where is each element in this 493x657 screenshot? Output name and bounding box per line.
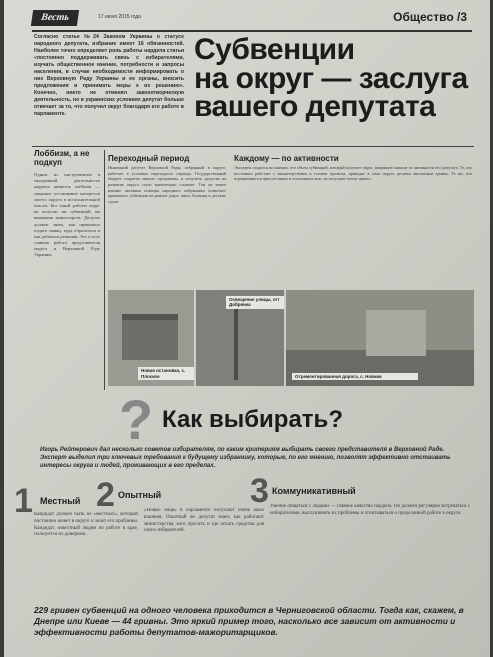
column-2-title: Переходный период [108,154,190,163]
column-2-text: Нынешний депутат Верховной Рады, избранный в округе, работает в условиях переходного периода. Государственный бюджет сократил многие программы, и получить средства на развитие округа стало значительно сложнее. Тем не менее именно активная позиция народного избранника позволяет привлекать субвенции на ремонт дорог, школ, больниц и детских садов. [108,165,226,205]
header-rule [32,30,472,32]
column-3-title: Каждому — по активности [234,154,339,163]
photo-bus-stop [108,290,194,386]
intro-paragraph: Согласно статье №24 Законом Украины о статусе народного депутата, избрание имеет 16 обязанностей. Наиболее точно определяет роль работы нардепа статья «постоянно поддерживать связь с избирателями, изучать общественное мнение, потребности и запросы населения, в случае необходимости информировать о них Верховную Раду Украины и ее органы, вносить предложения и принимать меры к их решению». Конечно, никто не отменял законотворческую деятельность, но в украинских условиях депутат больше отвечает за то, что получил округ благодаря его работе в парламенте. [34,34,184,118]
divider [32,146,474,147]
section-2-title: Как выбирать? [162,406,343,433]
photo-1-caption: Новая остановка, с. Плоское [138,367,194,380]
column-1-title: Лоббизм, а не подкуп [34,149,90,167]
item-1-title: Местный [40,496,81,506]
item-1-number: 1 [14,482,33,520]
pole-shape [234,300,238,380]
photo-2-caption: Освещение улицы, пгт Добрянка [226,296,284,309]
column-3-text: Эксперты сходятся во мнении, что объем субвенций, который получает округ, напрямую зависит от активности его депутата. Те, кто постоянно работает с министерствами и готовит проекты, приводят в свои округа десятки миллионов гривен. Те же, кто ограничивается присутствием в сессионном зале, не получают почти ничего. [234,165,472,182]
photo-3-caption: Отремонтированная дорога, с. Новики [292,373,418,380]
item-2-text: «Новые лица» в парламенте получают очень мало влияния. Опытный же депутат знает, как работают министерства, кого просить и где искать средства для своих избирателей. [144,508,264,534]
headline-line-3: вашего депутата [194,90,436,123]
section-label: Общество /3 [393,10,467,24]
bus-stop-shape [122,314,178,360]
item-2-number: 2 [96,476,115,514]
column-divider [104,150,105,390]
headline-line-1: Субвенции [194,33,355,66]
item-3-title: Коммуникативный [272,486,356,496]
question-mark-icon: ? [118,388,154,451]
item-1-text: Кандидат должен быть из «местных», который постоянно живет в округе и знает его проблемы. Кандидат, известный людям по работе в крае, пользуется их доверием. [34,512,138,538]
newspaper-logo: Весть [31,10,79,26]
section-2-lead: Игорь Рейтерович дал несколько советов избирателям, по каким критериям выбирать своего представителя в Верховной Раде. Эксперт выделил три ключевых требования к будущему избраннику, которые, по его мнению, позволят эффективно отстаивать интересы округа и людей, проживающих в его пределах. [40,447,451,470]
column-1-text: Одним из инструментов в ежедневной деятельности нардепа является лоббизм — законное отстаивание интересов своего округа в исполнительной власти. Без такой работы округ не получит ни субвенций, ни внимания министерств. Депутат должен знать, как правильно подать заявку, куда обратиться и как добиться решения. Это и есть главная работа представителя округа в Верховной Раде Украины. [34,172,100,258]
page-header [32,8,477,30]
item-3-text: Умение общаться с людьми — главное качество нардепа. Он должен регулярно встречаться с избирателями, выслушивать их проблемы и отчитываться о проделанной работе в округе. [270,504,470,516]
item-2-title: Опытный [118,490,162,500]
item-3-number: 3 [250,472,269,510]
newspaper-page [4,0,490,657]
photo-road-repair [286,290,474,386]
issue-date: 17 июня 2015 года [98,14,141,20]
machine-shape [366,310,426,356]
footer-callout: 229 гривен субвенций на одного человека приходится в Черниговской области. Тогда как, скажем, в Днепре или Киеве — 44 гривны. Это яркий пример того, насколько все зависит от активности и эффективности работы депутатов-мажоритарщиков. [34,605,464,637]
main-headline [194,33,474,123]
headline-line-2: на округ — заслуга [194,61,468,95]
photo-street-light [196,290,284,386]
